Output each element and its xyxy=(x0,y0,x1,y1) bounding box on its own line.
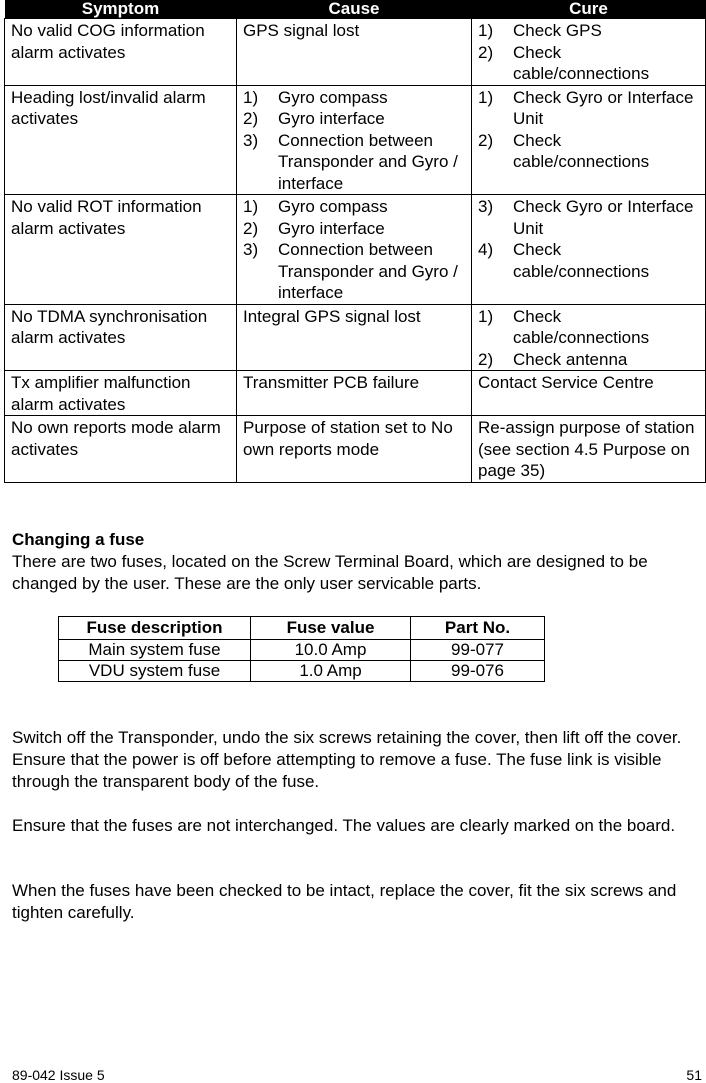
list-item-number: 3) xyxy=(243,240,259,259)
symptom-cell: No TDMA synchronisation alarm activates xyxy=(5,304,237,371)
symptom-cell: Heading lost/invalid alarm activates xyxy=(5,85,237,195)
list-item xyxy=(478,349,699,371)
instruction-paragraph: Switch off the Transponder, undo the six screws retaining the cover, then lift off the cover. Ensure that the power is off before attempting to remove a fuse. The fuse link is visible through the transparent body of the fuse. xyxy=(12,728,682,791)
list-item-text: Gyro interface xyxy=(278,218,385,238)
list-item xyxy=(243,196,465,218)
cause-cell xyxy=(237,195,472,305)
cause-cell-text: GPS signal lost xyxy=(243,21,360,40)
list-item xyxy=(243,108,465,130)
cause-cell xyxy=(237,371,472,416)
list-item-text: Connection between Transponder and Gyro / interface xyxy=(278,240,458,302)
fuse-row xyxy=(59,661,545,682)
section-heading: Changing a fuse xyxy=(12,530,145,549)
list-item-text: Check GPS xyxy=(513,21,602,40)
list-item-number: 1) xyxy=(478,87,494,107)
header-cause: Cause xyxy=(237,0,472,19)
cure-cell-list xyxy=(478,87,699,173)
list-item-number: 3) xyxy=(243,130,259,150)
list-item-number: 1) xyxy=(478,306,494,326)
list-item-text: Gyro interface xyxy=(278,109,385,128)
list-item xyxy=(478,196,699,239)
list-item-number: 1) xyxy=(478,21,494,40)
cure-cell xyxy=(472,371,706,416)
cause-cell-text: Integral GPS signal lost xyxy=(243,306,421,326)
table-row xyxy=(5,19,706,86)
list-item xyxy=(243,218,465,240)
cause-cell xyxy=(237,304,472,371)
troubleshooting-header-row xyxy=(5,0,706,19)
list-item xyxy=(478,239,699,282)
fuse-part-no: 99-077 xyxy=(411,640,545,661)
list-item xyxy=(243,239,465,304)
cause-cell xyxy=(237,85,472,195)
fuse-part-no: 99-076 xyxy=(411,661,545,682)
symptom-cell: Tx amplifier malfunction alarm activates xyxy=(5,371,237,416)
fuse-row xyxy=(59,640,545,661)
list-item-number: 4) xyxy=(478,240,494,259)
list-item xyxy=(478,130,699,173)
instruction-paragraph: Ensure that the fuses are not interchanged. The values are clearly marked on the board. xyxy=(12,816,676,835)
table-row xyxy=(5,195,706,305)
table-row xyxy=(5,371,706,416)
list-item xyxy=(478,20,699,42)
list-item-number: 3) xyxy=(478,197,494,216)
list-item-text: Gyro compass xyxy=(278,197,388,216)
cure-cell-list xyxy=(478,20,699,85)
fuse-description: Main system fuse xyxy=(59,640,251,661)
list-item-number: 2) xyxy=(478,42,494,62)
table-row xyxy=(5,416,706,483)
list-item-text: Check cable/connections xyxy=(513,130,650,171)
cause-cell-list xyxy=(243,196,465,304)
list-item-number: 2) xyxy=(243,218,259,238)
cure-cell-list xyxy=(478,196,699,282)
cure-cell-list xyxy=(478,306,699,371)
troubleshooting-table xyxy=(4,0,706,483)
list-item-text: Check Gyro or Interface Unit xyxy=(513,87,694,128)
list-item xyxy=(478,42,699,85)
list-item-number: 2) xyxy=(478,349,494,369)
footer-page-number: 51 xyxy=(686,1067,702,1083)
list-item-text: Gyro compass xyxy=(278,87,388,107)
list-item-text: Check cable/connections xyxy=(513,42,650,83)
list-item xyxy=(243,130,465,195)
list-item xyxy=(478,306,699,349)
list-item-number: 2) xyxy=(243,109,259,128)
symptom-cell: No own reports mode alarm activates xyxy=(5,416,237,483)
header-part-no: Part No. xyxy=(411,617,545,640)
cure-cell xyxy=(472,85,706,195)
cure-cell-text: Re-assign purpose of station (see section 4.5 Purpose on page 35) xyxy=(478,418,695,480)
fuse-table xyxy=(58,616,545,682)
cause-cell-text: Purpose of station set to No own reports mode xyxy=(243,418,453,459)
list-item-text: Check cable/connections xyxy=(513,240,650,281)
cure-cell xyxy=(472,304,706,371)
list-item-number: 2) xyxy=(478,130,494,150)
cure-cell-text: Contact Service Centre xyxy=(478,373,654,392)
fuse-value: 1.0 Amp xyxy=(251,661,411,682)
intro-paragraph: There are two fuses, located on the Screw Terminal Board, which are designed to be changed by the user. These are the only user servicable parts. xyxy=(12,552,648,593)
cure-cell xyxy=(472,195,706,305)
fuse-value: 10.0 Amp xyxy=(251,640,411,661)
table-row xyxy=(5,85,706,195)
cause-cell-list xyxy=(243,87,465,195)
troubleshooting-body xyxy=(5,19,706,483)
list-item-text: Check antenna xyxy=(513,349,628,369)
fuse-header-row xyxy=(59,617,545,640)
footer-doc-id: 89-042 Issue 5 xyxy=(12,1067,105,1083)
instruction-paragraph: When the fuses have been checked to be intact, replace the cover, fit the six screws and tighten carefully. xyxy=(12,881,677,922)
list-item-text: Check Gyro or Interface Unit xyxy=(513,197,694,238)
header-cure: Cure xyxy=(472,0,706,19)
cure-cell xyxy=(472,416,706,483)
header-fuse-value: Fuse value xyxy=(251,617,411,640)
cure-cell xyxy=(472,19,706,86)
fuse-description: VDU system fuse xyxy=(59,661,251,682)
cause-cell xyxy=(237,19,472,86)
symptom-cell: No valid ROT information alarm activates xyxy=(5,195,237,305)
header-fuse-description: Fuse description xyxy=(59,617,251,640)
list-item xyxy=(243,87,465,109)
cause-cell-text: Transmitter PCB failure xyxy=(243,373,420,392)
list-item xyxy=(478,87,699,130)
symptom-cell: No valid COG information alarm activates xyxy=(5,19,237,86)
header-symptom: Symptom xyxy=(5,0,237,19)
table-row xyxy=(5,304,706,371)
list-item-text: Connection between Transponder and Gyro / interface xyxy=(278,130,458,193)
list-item-text: Check cable/connections xyxy=(513,306,650,347)
cause-cell xyxy=(237,416,472,483)
list-item-number: 1) xyxy=(243,197,259,216)
list-item-number: 1) xyxy=(243,87,259,107)
